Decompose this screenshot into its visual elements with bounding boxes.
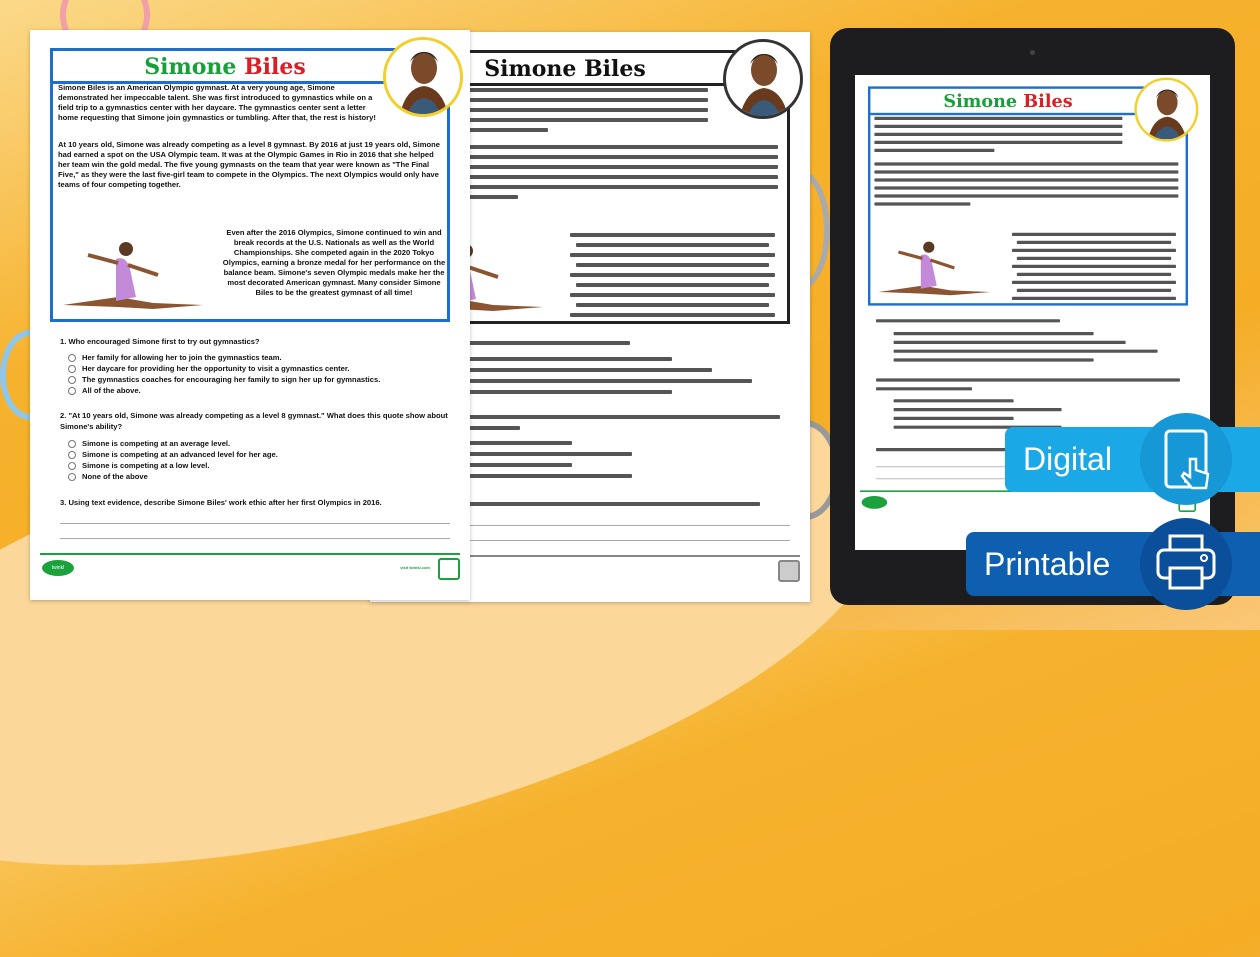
placeholder-text-line xyxy=(876,319,1060,322)
placeholder-text-line xyxy=(874,186,1178,189)
paragraph-1: Simone Biles is an American Olympic gymnast. At a very young age, Simone demonstrated her impeccable talent. She was first introduced to gymnastics while on a field trip to a gymnastics center with her daycare. The gymnastics center sent a letter home requesting that Simone join gymnastics or tumbling. After that, the rest is history! xyxy=(58,83,376,122)
answer-line[interactable] xyxy=(60,523,450,524)
question-1-text: 1. Who encouraged Simone first to try out gymnastics? xyxy=(60,337,260,346)
tablet-touch-icon xyxy=(1140,413,1232,505)
placeholder-text-line xyxy=(576,283,769,287)
placeholder-text-line xyxy=(876,387,972,390)
gymnast-image xyxy=(874,236,994,308)
answer-option[interactable]: Simone is competing at an average level. xyxy=(60,438,450,449)
placeholder-text-line xyxy=(874,194,1178,197)
portrait-image xyxy=(1134,78,1198,142)
placeholder-text-line xyxy=(876,378,1180,381)
placeholder-text-line xyxy=(1012,297,1176,300)
placeholder-text-line xyxy=(894,358,1094,361)
placeholder-text-line xyxy=(874,178,1178,181)
placeholder-text-line xyxy=(874,162,1178,165)
placeholder-text-line xyxy=(422,379,752,383)
placeholder-text-line xyxy=(1012,281,1176,284)
answer-line[interactable] xyxy=(60,538,450,539)
placeholder-text-line xyxy=(570,273,775,277)
portrait-image xyxy=(383,37,463,117)
title-last: Biles xyxy=(244,54,306,80)
twinkl-logo xyxy=(862,496,888,509)
answer-option[interactable]: Simone is competing at a low level. xyxy=(60,460,450,471)
placeholder-text-line xyxy=(874,125,1122,128)
tablet-camera xyxy=(1030,50,1035,55)
footer-badge-icon xyxy=(438,558,460,580)
placeholder-text-line xyxy=(874,117,1122,120)
question-3-text: 3. Using text evidence, describe Simone Biles' work ethic after her first Olympics in 2016. xyxy=(60,498,382,507)
portrait-image xyxy=(723,39,803,119)
answer-option[interactable]: Her daycare for providing her the opportunity to visit a gymnastics center. xyxy=(60,363,460,374)
placeholder-text-line xyxy=(570,313,775,317)
placeholder-text-line xyxy=(894,417,1014,420)
title-first: Simone xyxy=(943,91,1018,112)
placeholder-text-line xyxy=(874,149,994,152)
gymnast-image xyxy=(58,235,208,325)
answer-option[interactable]: None of the above xyxy=(60,471,450,482)
question-1 xyxy=(60,336,460,396)
placeholder-text-line xyxy=(874,170,1178,173)
title-last: Biles xyxy=(1023,91,1073,112)
placeholder-text-line xyxy=(874,133,1122,136)
placeholder-text-line xyxy=(874,202,970,205)
placeholder-text-line xyxy=(570,293,775,297)
footer-divider xyxy=(40,553,460,555)
placeholder-text-line xyxy=(1012,265,1176,268)
footer-url: visit twinkl.com xyxy=(400,565,430,570)
title-last: Biles xyxy=(584,56,646,82)
answer-option[interactable]: Her family for allowing her to join the gymnastics team. xyxy=(60,352,460,363)
question-2 xyxy=(60,410,450,482)
placeholder-text-line xyxy=(576,243,769,247)
worksheet-color xyxy=(30,30,470,600)
question-3 xyxy=(60,497,460,508)
placeholder-text-line xyxy=(576,303,769,307)
digital-label: Digital xyxy=(1023,441,1112,477)
question-2-text: 2. "At 10 years old, Simone was already competing as a level 8 gymnast." What does this quote show about Simone's ability? xyxy=(60,411,448,431)
placeholder-text-line xyxy=(1017,273,1171,276)
placeholder-text-line xyxy=(576,263,769,267)
placeholder-text-line xyxy=(894,408,1062,411)
placeholder-text-line xyxy=(894,341,1126,344)
placeholder-text-line xyxy=(874,141,1122,144)
printable-label: Printable xyxy=(984,546,1111,582)
printer-icon xyxy=(1140,518,1232,610)
placeholder-text-line xyxy=(894,332,1094,335)
answer-option[interactable]: The gymnastics coaches for encouraging her family to sign her up for gymnastics. xyxy=(60,374,460,385)
placeholder-text-line xyxy=(1017,257,1171,260)
placeholder-text-line xyxy=(1012,233,1176,236)
answer-option[interactable]: Simone is competing at an advanced level for her age. xyxy=(60,449,450,460)
placeholder-text-line xyxy=(1017,289,1171,292)
placeholder-text-line xyxy=(1017,241,1171,244)
answer-option[interactable]: All of the above. xyxy=(60,385,460,396)
title-first: Simone xyxy=(144,54,237,80)
footer-badge-icon xyxy=(778,560,800,582)
paragraph-2: At 10 years old, Simone was already competing as a level 8 gymnast. By 2016 at just 19 years old, Simone had earned a spot on the USA Olympic team. It was at the Olympic Games in Rio in 2016 that she helped her team win the gold medal. The five young gymnasts on the team that year were known as "The Final Five," as they were the last five-girl team to compete in the Olympics. The next Olympics would only have teams of four competing together. xyxy=(58,140,440,189)
twinkl-logo: twinkl xyxy=(42,560,74,576)
placeholder-text-line xyxy=(1012,249,1176,252)
placeholder-text-line xyxy=(570,253,775,257)
paragraph-3: Even after the 2016 Olympics, Simone continued to win and break records at the U.S. Nationals as well as the World Championships. She competed again in the 2020 Tokyo Olympics, earning a bronze medal for her performance on the balance beam. Simone's seven Olympic medals make her the most decorated American gymnast. Many consider Simone Biles to be the greatest gymnast of all time! xyxy=(222,228,446,297)
placeholder-text-line xyxy=(894,399,1014,402)
placeholder-text-line xyxy=(894,350,1158,353)
title-first: Simone xyxy=(484,56,577,82)
placeholder-text-line xyxy=(570,233,775,237)
